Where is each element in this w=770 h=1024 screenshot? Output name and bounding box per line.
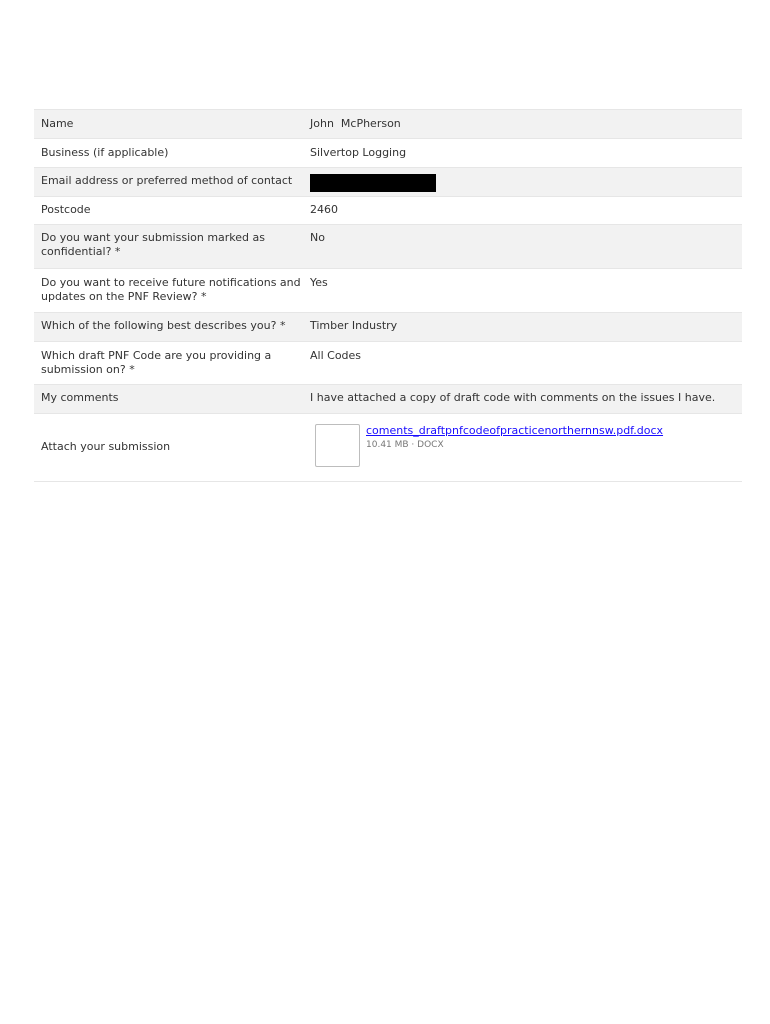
field-label: Email address or preferred method of contact: [41, 174, 293, 187]
redaction-block: [310, 174, 436, 192]
field-label: Name: [41, 117, 74, 130]
form-row-attachment: [34, 414, 742, 482]
field-value-redacted: [310, 168, 742, 196]
field-label: Business (if applicable): [41, 146, 169, 159]
form-row-business: [34, 139, 742, 168]
field-value: I have attached a copy of draft code with comments on the issues I have.: [310, 391, 716, 404]
field-value: No: [310, 231, 325, 244]
field-value: Timber Industry: [310, 319, 398, 332]
field-label: Which draft PNF Code are you providing a submission on? *: [41, 349, 272, 376]
field-label: My comments: [41, 391, 119, 404]
form-row-draft-code: [34, 342, 742, 385]
attachment: [310, 424, 742, 467]
file-thumbnail[interactable]: [315, 424, 360, 467]
field-value: Yes: [310, 276, 328, 289]
form-row-notifications: [34, 269, 742, 313]
field-label: Do you want to receive future notifications and updates on the PNF Review? *: [41, 276, 301, 303]
attachment-link[interactable]: coments_draftpnfcodeofpracticenorthernnsw.pdf.docx: [366, 424, 664, 437]
field-value: John McPherson: [310, 117, 401, 130]
form-row-confidential: [34, 225, 742, 269]
field-label: Which of the following best describes you? *: [41, 319, 286, 332]
form-row-describes-you: [34, 313, 742, 342]
submission-form-table: [34, 109, 742, 482]
field-label: Do you want your submission marked as confidential? *: [41, 231, 266, 258]
file-info: [366, 424, 663, 451]
file-meta: 10.41 MB · DOCX: [366, 440, 444, 450]
field-value: 2460: [310, 203, 338, 216]
field-value: Silvertop Logging: [310, 146, 407, 159]
attachment-cell: [310, 414, 742, 481]
form-row-email: [34, 168, 742, 197]
form-row-postcode: [34, 197, 742, 225]
form-row-comments: [34, 385, 742, 414]
field-label: Postcode: [41, 203, 91, 216]
field-value: All Codes: [310, 349, 362, 362]
field-label: Attach your submission: [41, 440, 171, 453]
form-row-name: [34, 110, 742, 139]
